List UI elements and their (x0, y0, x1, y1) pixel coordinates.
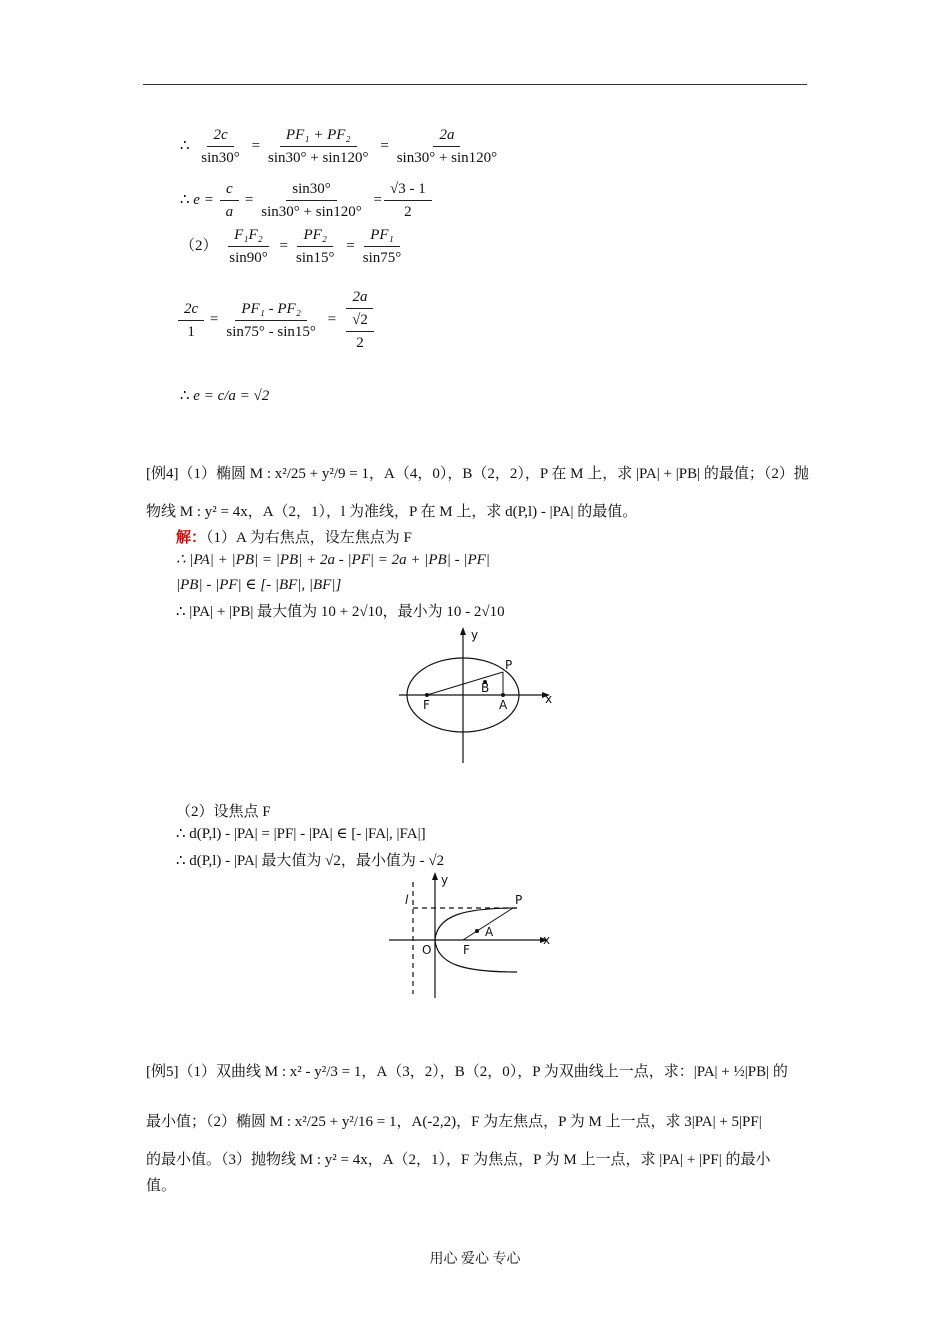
fraction: $\frac{2c}{1}$ (178, 300, 204, 341)
label-F: F (423, 698, 430, 712)
part2-step2: ∴ d(P,l) - |PA| 最大值为 √2，最小值为 - √2 (176, 853, 445, 869)
fraction: $\frac{2a}{\sin 30^\circ + \sin 120^\circ}$ (396, 127, 498, 166)
solution-text: （1）A 为右焦点，设左焦点为 F (206, 530, 412, 546)
formula-line-4: $\frac{2c}{1}$ = $\frac{\text{PF₁ - PF₂}}{\sin 75^\circ - \sin 15^\circ}$ = $\frac{2a}{\frac{√2}{2}}$ (176, 288, 384, 352)
eccentricity-result: e = c/a = √2 (193, 388, 270, 404)
part-label: （2） (180, 237, 218, 254)
label-O: O (422, 943, 432, 957)
therefore-symbol: ∴ (180, 388, 190, 404)
point-A (475, 929, 479, 933)
fraction: $\frac{\text{F₁F₂}}{\sin 90^\circ}$ (229, 227, 268, 266)
segment-FP (427, 672, 503, 695)
x-label: x (543, 933, 551, 947)
parabola-figure (385, 870, 560, 1000)
label-P: P (515, 893, 523, 907)
page-footer: 用心 爱心 专心 (429, 1252, 521, 1267)
fraction: $\frac{\text{PF₁ + PF₂}}{\sin 30^\circ + \sin 120^\circ}$ (268, 127, 369, 166)
part2-step1: ∴ d(P,l) - |PA| = |PF| - |PA| ∈ [- |FA|, |FA|] (176, 826, 426, 842)
ellipse-figure (395, 625, 565, 765)
part2-label: （2）设焦点 F (176, 804, 271, 820)
example4-line2: 物线 M : y² = 4x，A（2，1），l 为准线，P 在 M 上，求 d(P,l) - |PA| 的最值。 (146, 504, 638, 520)
fraction: $\frac{\text{PF₁ - PF₂}}{\sin 75^\circ - \sin 15^\circ}$ (226, 300, 316, 340)
example5-line2: 最小值；（2）椭圆 M : x²/25 + y²/16 = 1，A(-2,2)，F 为左焦点，P 为 M 上一点，求 3|PA| + 5|PF| (146, 1114, 762, 1130)
label-B: B (481, 681, 490, 695)
therefore-symbol: ∴ (180, 137, 190, 154)
fraction: $\frac{\text{PF₁}}{\sin 75^\circ}$ (362, 227, 402, 266)
step-2: |PB| - |PF| ∈ [- |BF|, |BF|] (176, 577, 342, 593)
solution-label: 解： (176, 530, 207, 546)
y-arrow-icon (432, 872, 438, 880)
therefore-symbol: ∴ (180, 191, 190, 208)
eccentricity-label: e = (193, 191, 214, 208)
fraction: $\frac{2a}{\frac{√2}{2}}$ (338, 288, 382, 352)
fraction: $\frac{2c}{\sin 30^\circ}$ (201, 127, 240, 166)
fraction: $\frac{\sin 30^\circ}{\sin 30^\circ + \sin 120^\circ}$ (261, 181, 362, 220)
directrix-label: l (405, 893, 409, 907)
step-3: ∴ |PA| + |PB| 最大值为 10 + 2√10，最小为 10 - 2√10 (176, 604, 505, 620)
example5-line4: 值。 (146, 1178, 177, 1194)
formula-line-5 (180, 386, 269, 405)
example4-line1: [例4]（1）椭圆 M : x²/25 + y²/9 = 1，A（4，0），B（2，2），P 在 M 上，求 |PA| + |PB| 的最值；（2）抛 (146, 466, 809, 482)
example5-line1: [例5]（1）双曲线 M : x² - y²/3 = 1，A（3，2），B（2，0），P 为双曲线上一点，求：|PA| + ½|PB| 的 (146, 1064, 788, 1080)
step-1: ∴ |PA| + |PB| = |PB| + 2a - |PF| = 2a + |PB| - |PF| (176, 552, 490, 568)
formula-line-1: ∴ $\frac{2c}{\sin 30^\circ}$ = $\frac{\text{PF₁ + PF₂}}{\sin 30^\circ + \sin 120^\circ}$ = $\frac{2a}{\sin 30^\circ + \sin 120^\circ}$ (180, 126, 505, 167)
fraction: $\frac{\text{PF₂}}{\sin 15^\circ}$ (296, 227, 335, 266)
solution-line (176, 526, 412, 547)
parabola-lower (435, 940, 517, 972)
point-A (501, 693, 505, 697)
point-F (425, 693, 429, 697)
formula-line-2: ∴ e = $\frac{c}{a}$ = $\frac{\sin 30^\circ}{\sin 30^\circ + \sin 120^\circ}$ = $\frac{√3 - 1}{2}$ (180, 180, 434, 221)
y-label: y (471, 628, 479, 642)
y-arrow-icon (460, 627, 466, 635)
y-label: y (441, 873, 449, 887)
fraction: $\frac{√3 - 1}{2}$ (384, 180, 432, 221)
x-label: x (545, 692, 553, 706)
label-P: P (505, 658, 513, 672)
label-F: F (463, 943, 470, 957)
example5-line3: 的最小值。（3）抛物线 M : y² = 4x，A（2，1），F 为焦点，P 为 M 上一点，求 |PA| + |PF| 的最小 (146, 1152, 771, 1168)
label-A: A (499, 698, 508, 712)
fraction: $\frac{√2}{2}$ (346, 311, 374, 352)
header-rule (143, 84, 807, 85)
formula-line-3: （2） $\frac{\text{F₁F₂}}{\sin 90^\circ}$ = $\frac{\text{PF₂}}{\sin 15^\circ}$ = $\frac{\text{PF₁}}{\sin 75^\circ}$ (180, 226, 409, 267)
label-A: A (485, 925, 494, 939)
fraction: $\frac{c}{a}$ (220, 180, 240, 221)
